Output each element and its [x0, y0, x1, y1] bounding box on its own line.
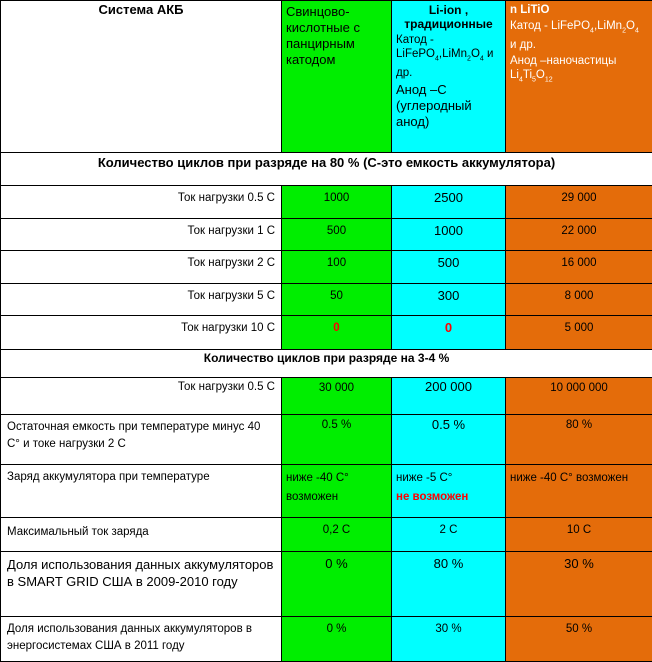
lead-acid-value: 100 — [282, 251, 391, 269]
row-label: Ток нагрузки 1 С — [1, 219, 281, 237]
li-ion-value: 30 % — [392, 617, 505, 635]
li-ion-value: 0.5 % — [392, 415, 505, 432]
lead-acid-value: 0 % — [282, 552, 391, 571]
table-row — [1, 316, 652, 350]
section1-title: Количество циклов при разряде на 80 % (С-это емкость аккумулятора) — [1, 153, 652, 170]
section2-title-cell — [1, 350, 652, 378]
lead-acid-value: 0,2 С — [282, 518, 391, 536]
lead-acid-value: 1000 — [282, 186, 391, 204]
litio-value: 22 000 — [506, 219, 652, 237]
table-row — [1, 284, 652, 316]
header-litio-cell — [506, 1, 652, 153]
lead-acid-value: 30 000 — [282, 378, 391, 394]
row-label: Ток нагрузки 0.5 С — [1, 186, 281, 204]
table-row — [1, 552, 652, 617]
row-label: Заряд аккумулятора при температуре — [1, 465, 281, 486]
lead-acid-value: 50 — [282, 284, 391, 302]
row-label: Ток нагрузки 0.5 С — [1, 378, 281, 393]
header-system: Система АКБ — [1, 1, 281, 17]
section2-row — [1, 350, 652, 378]
row-label: Ток нагрузки 10 С — [1, 316, 281, 334]
table-row — [1, 219, 652, 251]
li-ion-value: 2500 — [392, 186, 505, 205]
section2-title: Количество циклов при разряде на 3-4 % — [1, 350, 652, 365]
litio-value: 29 000 — [506, 186, 652, 204]
row-label: Ток нагрузки 5 С — [1, 284, 281, 302]
row-label: Доля использования данных аккумуляторов в SMART GRID США в 2009-2010 году — [1, 552, 281, 590]
header-system-cell — [1, 1, 282, 153]
row-label: Доля использования данных аккумуляторов в энергосистемах США в 2011 году — [1, 617, 281, 655]
lead-acid-value: 500 — [282, 219, 391, 237]
section1-title-cell — [1, 153, 652, 186]
table-row — [1, 415, 652, 465]
table-row — [1, 378, 652, 415]
litio-value: ниже -40 C° возможен — [506, 465, 652, 488]
header-row — [1, 1, 652, 153]
litio-value: 30 % — [506, 552, 652, 571]
table-row — [1, 617, 652, 662]
litio-value: 50 % — [506, 617, 652, 635]
table-row — [1, 518, 652, 552]
lead-acid-value: 0 % — [282, 617, 391, 635]
li-ion-not-possible: не возможен — [392, 488, 505, 507]
litio-value: 10 000 000 — [506, 378, 652, 394]
lead-acid-value: 0.5 % — [282, 415, 391, 431]
li-ion-value: 300 — [392, 284, 505, 303]
litio-value: 16 000 — [506, 251, 652, 269]
litio-value: 5 000 — [506, 316, 652, 334]
li-ion-value: 200 000 — [392, 378, 505, 394]
li-ion-value: 80 % — [392, 552, 505, 571]
lead-acid-value: ниже -40 C° возможен — [282, 465, 391, 507]
litio-value: 10 С — [506, 518, 652, 536]
row-label: Остаточная емкость при температуре минус 40 C° и токе нагрузки 2 С — [1, 415, 281, 453]
header-litio-cathode: Катод - $LiFePO_4,LiMn_2O_4$ и др. — [506, 19, 652, 54]
li-ion-value: ниже -5 C° — [392, 465, 505, 488]
header-li-ion-cell — [392, 1, 506, 153]
section1-row — [1, 153, 652, 186]
li-ion-value: 500 — [392, 251, 505, 270]
table-row — [1, 465, 652, 518]
litio-value: 80 % — [506, 415, 652, 431]
header-lead-acid: Свинцово-кислотные с панцирным катодом — [282, 1, 391, 70]
li-ion-value: 1000 — [392, 219, 505, 238]
li-ion-value: 2 С — [392, 518, 505, 536]
header-li-ion-anode: Анод –С (углеродный анод) — [392, 82, 505, 132]
header-litio-title: n LiTiO — [506, 1, 652, 19]
table-row — [1, 251, 652, 284]
row-label: Ток нагрузки 2 С — [1, 251, 281, 269]
table-row — [1, 186, 652, 219]
row-label: Максимальный ток заряда — [1, 518, 281, 541]
lead-acid-value: 0 — [282, 316, 391, 334]
header-litio-anode: Анод –наночастицы $Li_4Ti_5O_{12}$ — [506, 54, 652, 89]
litio-value: 8 000 — [506, 284, 652, 302]
li-ion-value: 0 — [392, 316, 505, 335]
header-li-ion-cathode: Катод - $LiFePO_4,LiMn_2O_4$ и др. — [392, 33, 505, 82]
header-li-ion-title: Li-ion , традиционные — [392, 1, 505, 33]
header-lead-acid-cell — [282, 1, 392, 153]
